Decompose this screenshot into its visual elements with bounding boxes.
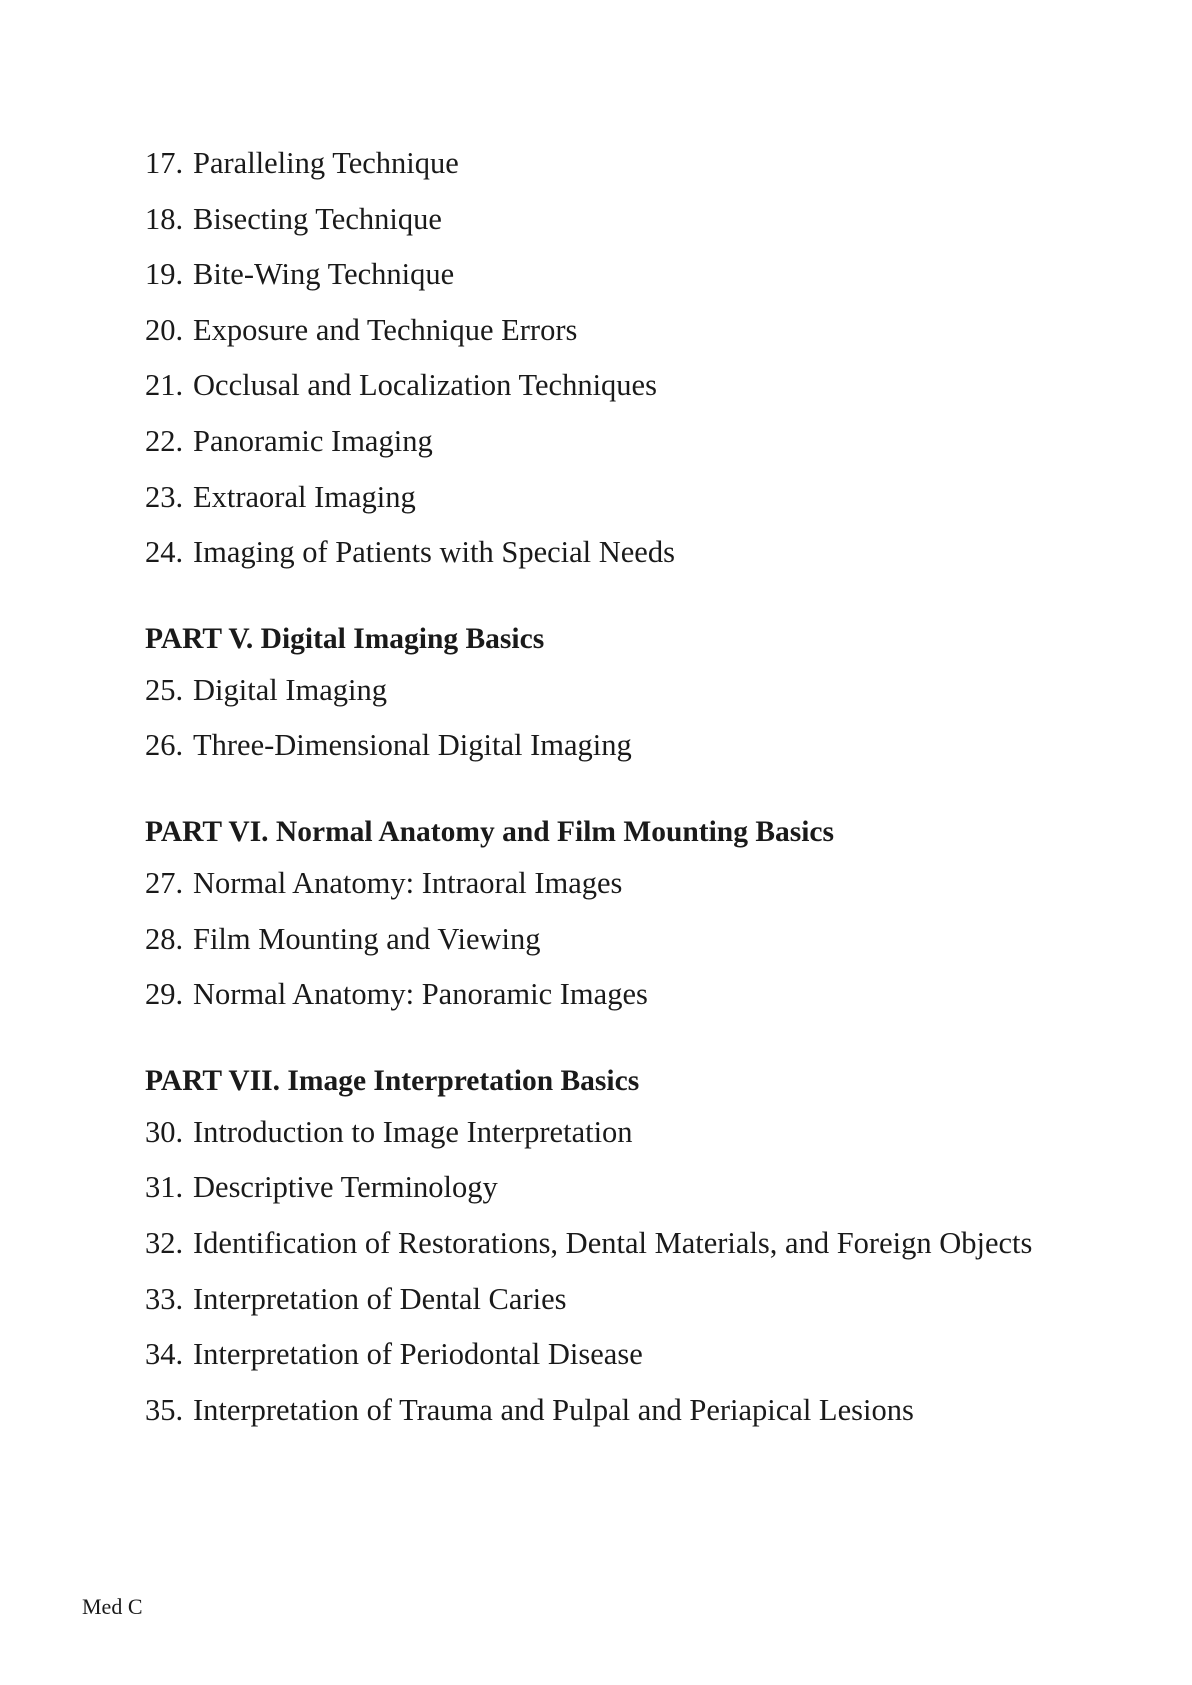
- chapter-entry: [145, 967, 1145, 1023]
- chapter-number: 20.: [145, 312, 184, 347]
- chapter-entry: [145, 718, 1145, 774]
- chapter-title: Bite-Wing Technique: [193, 257, 455, 292]
- chapter-title: Interpretation of Trauma and Pulpal and Periapical Lesions: [193, 1392, 914, 1427]
- chapter-title: Bisecting Technique: [193, 201, 442, 236]
- chapter-title: Three-Dimensional Digital Imaging: [193, 728, 632, 763]
- chapter-entry: [145, 192, 1145, 248]
- chapter-title: Exposure and Technique Errors: [193, 312, 578, 347]
- chapter-entry: [145, 1216, 1145, 1272]
- chapter-number: 28.: [145, 921, 184, 956]
- chapter-title: Interpretation of Periodontal Disease: [193, 1337, 643, 1372]
- chapter-entry: [145, 525, 1145, 581]
- chapter-entry: [145, 303, 1145, 359]
- chapter-number: 24.: [145, 535, 184, 570]
- chapter-title: Film Mounting and Viewing: [193, 921, 541, 956]
- chapter-number: 23.: [145, 479, 184, 514]
- chapter-entry: [145, 1327, 1145, 1383]
- chapter-entry: [145, 358, 1145, 414]
- part-heading: PART VII. Image Interpretation Basics: [145, 1064, 640, 1097]
- chapter-number: 18.: [145, 201, 184, 236]
- chapter-title: Occlusal and Localization Techniques: [193, 368, 657, 403]
- chapter-number: 32.: [145, 1225, 184, 1260]
- chapter-entry: [145, 414, 1145, 470]
- chapter-title: Normal Anatomy: Panoramic Images: [193, 977, 648, 1012]
- chapter-title: Extraoral Imaging: [193, 479, 416, 514]
- chapter-entry: [145, 136, 1145, 192]
- chapter-title: Normal Anatomy: Intraoral Images: [193, 865, 623, 900]
- chapter-title: Paralleling Technique: [193, 146, 459, 180]
- chapter-entry: [145, 1105, 1145, 1161]
- chapter-number: 31.: [145, 1170, 184, 1205]
- chapter-number: 22.: [145, 423, 184, 458]
- chapter-number: 30.: [145, 1114, 184, 1149]
- chapter-title: Descriptive Terminology: [193, 1170, 498, 1205]
- table-of-contents: [145, 136, 1145, 1438]
- chapter-number: 33.: [145, 1281, 184, 1316]
- chapter-number: 21.: [145, 368, 184, 403]
- toc-section: [145, 615, 1145, 774]
- chapter-number: 35.: [145, 1392, 184, 1427]
- chapter-entry: [145, 470, 1145, 526]
- chapter-title: Panoramic Imaging: [193, 423, 433, 458]
- chapter-entry: [145, 247, 1145, 303]
- toc-section: [145, 808, 1145, 1023]
- chapter-entry: [145, 1160, 1145, 1216]
- chapter-entry: [145, 856, 1145, 912]
- chapter-entry: [145, 663, 1145, 719]
- toc-section: [145, 1057, 1145, 1439]
- chapter-title: Digital Imaging: [193, 672, 387, 707]
- chapter-entry: [145, 912, 1145, 968]
- chapter-title: Imaging of Patients with Special Needs: [193, 535, 675, 570]
- chapter-number: 27.: [145, 865, 184, 900]
- chapter-number: 19.: [145, 257, 184, 292]
- chapter-title: Identification of Restorations, Dental Materials, and Foreign Objects: [193, 1225, 1033, 1260]
- chapter-title: Interpretation of Dental Caries: [193, 1281, 567, 1316]
- part-heading: PART VI. Normal Anatomy and Film Mounting Basics: [145, 815, 835, 848]
- part-heading: PART V. Digital Imaging Basics: [145, 622, 545, 655]
- chapter-entry: [145, 1272, 1145, 1328]
- chapter-number: 25.: [145, 672, 184, 707]
- toc-section: [145, 136, 1145, 581]
- chapter-title: Introduction to Image Interpretation: [193, 1114, 633, 1149]
- page-footer: Med C: [82, 1594, 143, 1619]
- chapter-number: 29.: [145, 977, 184, 1012]
- chapter-number: 34.: [145, 1337, 184, 1372]
- chapter-entry: [145, 1383, 1145, 1439]
- chapter-number: 17.: [145, 146, 184, 180]
- chapter-number: 26.: [145, 728, 184, 763]
